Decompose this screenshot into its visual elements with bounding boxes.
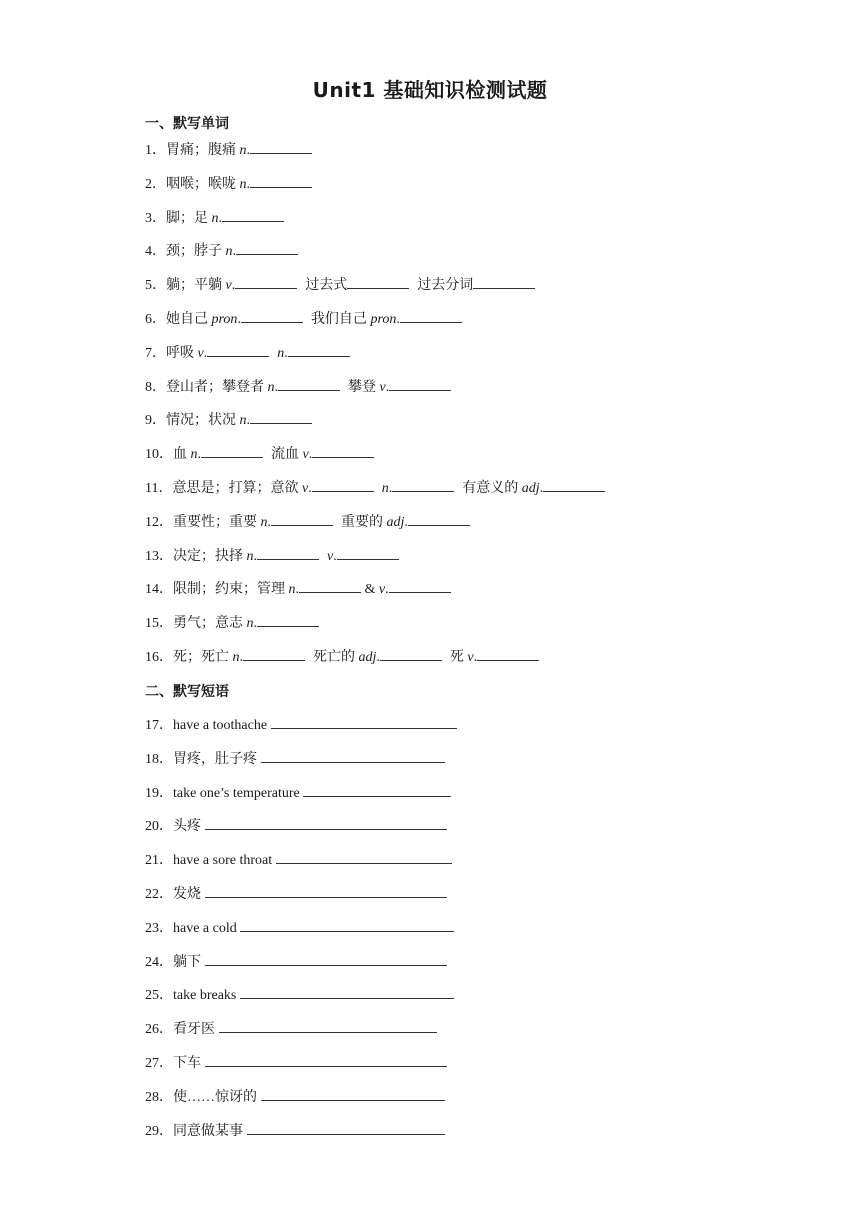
- part-of-speech: n: [190, 447, 198, 463]
- word-item: [145, 648, 539, 667]
- prompt-text: 攀登: [348, 379, 380, 395]
- phrase-text: have a sore throat: [173, 853, 276, 869]
- item-number: 4．: [145, 244, 166, 260]
- answer-blank[interactable]: [240, 919, 454, 932]
- prompt-text: .: [388, 481, 393, 496]
- item-number: 1．: [145, 143, 166, 158]
- answer-blank[interactable]: [271, 513, 333, 526]
- answer-blank[interactable]: [219, 1020, 437, 1033]
- part-of-speech: n: [288, 582, 296, 598]
- prompt-text: .: [333, 548, 337, 564]
- part-of-speech: v: [225, 278, 232, 294]
- prompt-text: 重要的: [341, 514, 387, 530]
- item-number: 5．: [145, 278, 166, 294]
- phrase-item: [145, 817, 447, 836]
- answer-blank[interactable]: [240, 986, 454, 999]
- phrase-item: [145, 716, 457, 735]
- prompt-text: 决定；抉择: [173, 548, 247, 564]
- phrase-text: 胃疼，肚子疼: [173, 751, 261, 767]
- answer-blank[interactable]: [207, 344, 269, 357]
- prompt-text: 情况；状况: [166, 413, 240, 429]
- answer-blank[interactable]: [389, 580, 451, 593]
- word-item: [145, 513, 470, 532]
- prompt-text: .: [253, 616, 257, 632]
- phrase-text: 发烧: [173, 887, 205, 902]
- prompt-text: 过去分词: [417, 278, 474, 294]
- answer-blank[interactable]: [201, 445, 263, 458]
- answer-blank[interactable]: [236, 242, 298, 255]
- part-of-speech: n: [260, 514, 268, 530]
- part-of-speech: n: [246, 616, 254, 632]
- item-number: 6．: [145, 312, 166, 327]
- item-number: 9．: [145, 413, 166, 429]
- prompt-text: .: [197, 447, 201, 463]
- prompt-text: .: [274, 379, 278, 395]
- item-number: 29．: [145, 1123, 173, 1139]
- item-number: 12．: [145, 514, 173, 530]
- item-number: 2．: [145, 176, 166, 192]
- word-item: [145, 547, 399, 566]
- word-item: [145, 276, 535, 295]
- answer-blank[interactable]: [243, 648, 305, 661]
- item-number: 23．: [145, 920, 173, 936]
- prompt-text: 死: [449, 650, 468, 665]
- answer-blank[interactable]: [241, 310, 303, 323]
- answer-blank[interactable]: [473, 276, 535, 289]
- answer-blank[interactable]: [205, 1054, 447, 1067]
- prompt-text: 有意义的: [462, 481, 522, 496]
- answer-blank[interactable]: [276, 851, 452, 864]
- phrase-text: 下车: [173, 1056, 205, 1071]
- part-of-speech: n: [239, 176, 247, 192]
- item-number: 11．: [145, 481, 173, 496]
- item-number: 28．: [145, 1089, 173, 1105]
- word-item: [145, 209, 284, 228]
- prompt-text: .: [473, 650, 478, 665]
- part-of-speech: n: [277, 345, 285, 361]
- phrase-item: [145, 1088, 445, 1107]
- part-of-speech: v: [467, 650, 474, 665]
- prompt-text: .: [232, 244, 236, 260]
- phrase-item: [145, 953, 447, 972]
- answer-blank[interactable]: [250, 175, 312, 188]
- item-number: 17．: [145, 718, 173, 733]
- part-of-speech: n: [239, 413, 247, 429]
- answer-blank[interactable]: [389, 378, 451, 391]
- prompt-text: .: [237, 312, 241, 327]
- phrase-text: have a toothache: [173, 718, 271, 733]
- prompt-text: .: [396, 312, 400, 327]
- answer-blank[interactable]: [408, 513, 470, 526]
- prompt-text: .: [203, 345, 208, 361]
- item-number: 27．: [145, 1056, 173, 1071]
- phrase-item: [145, 851, 452, 870]
- phrase-text: 使……惊讶的: [173, 1089, 261, 1105]
- prompt-text: .: [385, 379, 390, 395]
- answer-blank[interactable]: [257, 547, 319, 560]
- part-of-speech: n: [267, 379, 275, 395]
- item-number: 20．: [145, 819, 173, 835]
- part-of-speech: v: [301, 481, 309, 496]
- part-of-speech: adj: [386, 514, 405, 530]
- part-of-speech: n: [225, 244, 233, 260]
- prompt-text: 死；死亡: [173, 650, 233, 665]
- item-number: 10．: [145, 447, 173, 463]
- item-number: 7．: [145, 345, 166, 361]
- item-number: 8．: [145, 379, 166, 395]
- prompt-text: 勇气；意志: [173, 616, 247, 632]
- word-item: [145, 479, 605, 498]
- item-number: 15．: [145, 616, 173, 632]
- word-item: [145, 445, 374, 464]
- answer-blank[interactable]: [400, 310, 462, 323]
- prompt-text: .: [231, 278, 236, 294]
- phrase-item: [145, 750, 445, 769]
- answer-blank[interactable]: [299, 580, 361, 593]
- answer-blank[interactable]: [247, 1122, 445, 1135]
- word-item: [145, 378, 451, 397]
- item-number: 25．: [145, 988, 173, 1004]
- prompt-text: 死亡的: [313, 650, 359, 665]
- prompt-text: .: [376, 650, 380, 665]
- answer-blank[interactable]: [303, 784, 451, 797]
- item-number: 18．: [145, 751, 173, 767]
- phrase-text: 躺下: [173, 954, 205, 970]
- prompt-text: .: [218, 210, 222, 226]
- prompt-text: .: [253, 548, 257, 564]
- prompt-text: 颈；脖子: [166, 244, 226, 260]
- prompt-text: .: [246, 413, 250, 429]
- part-of-speech: adj: [358, 650, 377, 665]
- answer-blank[interactable]: [250, 141, 312, 154]
- word-item: [145, 411, 312, 430]
- section-heading-phrases: 二、默写短语: [145, 684, 229, 700]
- answer-blank[interactable]: [271, 716, 457, 729]
- answer-blank[interactable]: [337, 547, 399, 560]
- item-number: 13．: [145, 548, 173, 564]
- answer-blank[interactable]: [543, 479, 605, 492]
- phrase-item: [145, 784, 451, 803]
- phrase-item: [145, 919, 454, 938]
- item-number: 24．: [145, 954, 173, 970]
- prompt-text: &: [361, 582, 379, 598]
- page-title: Unit1 基础知识检测试题: [312, 78, 548, 102]
- answer-blank[interactable]: [477, 648, 539, 661]
- part-of-speech: v: [197, 345, 204, 361]
- prompt-text: .: [308, 481, 312, 496]
- part-of-speech: n: [246, 548, 254, 564]
- prompt-text: .: [539, 481, 544, 496]
- answer-blank[interactable]: [205, 817, 447, 830]
- answer-blank[interactable]: [250, 411, 312, 424]
- phrase-item: [145, 986, 454, 1005]
- part-of-speech: pron: [211, 312, 238, 327]
- word-item: [145, 344, 350, 363]
- word-item: [145, 614, 319, 633]
- prompt-text: .: [246, 176, 250, 192]
- answer-blank[interactable]: [347, 276, 409, 289]
- phrase-text: have a cold: [173, 920, 241, 936]
- item-number: 21．: [145, 853, 173, 869]
- answer-blank[interactable]: [312, 445, 374, 458]
- item-number: 26．: [145, 1022, 173, 1038]
- prompt-text: 流血: [271, 447, 303, 463]
- prompt-text: 她自己: [166, 312, 212, 327]
- answer-blank[interactable]: [257, 614, 319, 627]
- answer-blank[interactable]: [288, 344, 350, 357]
- part-of-speech: v: [327, 548, 334, 564]
- answer-blank[interactable]: [235, 276, 297, 289]
- prompt-text: 血: [173, 447, 191, 463]
- item-number: 22．: [145, 887, 173, 902]
- prompt-text: .: [239, 650, 243, 665]
- part-of-speech: n: [239, 143, 247, 158]
- word-item: [145, 175, 312, 194]
- phrase-item: [145, 1122, 445, 1141]
- phrase-text: take one’s temperature: [173, 785, 304, 801]
- phrase-text: 看牙医: [173, 1022, 219, 1038]
- item-number: 3．: [145, 210, 166, 226]
- prompt-text: 咽喉；喉咙: [166, 176, 240, 192]
- prompt-text: 限制；约束；管理: [173, 582, 289, 598]
- phrase-text: 头疼: [173, 819, 205, 835]
- section-heading-words: 一、默写单词: [145, 116, 229, 132]
- word-item: [145, 310, 462, 329]
- prompt-text: 胃痛；腹痛: [166, 143, 240, 158]
- item-number: 16．: [145, 650, 173, 665]
- item-number: 14．: [145, 582, 173, 598]
- prompt-text: .: [267, 514, 271, 530]
- part-of-speech: n: [381, 481, 389, 496]
- prompt-text: .: [385, 582, 389, 598]
- part-of-speech: v: [302, 447, 309, 463]
- prompt-text: 呼吸: [166, 345, 198, 361]
- part-of-speech: n: [232, 650, 240, 665]
- part-of-speech: pron: [370, 312, 397, 327]
- item-number: 19．: [145, 785, 173, 801]
- answer-blank[interactable]: [205, 885, 447, 898]
- answer-blank[interactable]: [380, 648, 442, 661]
- prompt-text: .: [308, 447, 313, 463]
- part-of-speech: adj: [521, 481, 540, 496]
- prompt-text: .: [246, 143, 250, 158]
- prompt-text: .: [284, 345, 288, 361]
- part-of-speech: v: [378, 582, 386, 598]
- prompt-text: 过去式: [305, 278, 348, 294]
- answer-blank[interactable]: [312, 479, 374, 492]
- phrase-item: [145, 1020, 437, 1039]
- prompt-text: .: [404, 514, 408, 530]
- prompt-text: 登山者；攀登者: [166, 379, 268, 395]
- prompt-text: 重要性；重要: [173, 514, 261, 530]
- answer-blank[interactable]: [278, 378, 340, 391]
- phrase-text: 同意做某事: [173, 1123, 247, 1139]
- phrase-item: [145, 885, 447, 904]
- prompt-text: .: [295, 582, 299, 598]
- answer-blank[interactable]: [205, 953, 447, 966]
- word-item: [145, 141, 312, 160]
- answer-blank[interactable]: [222, 209, 284, 222]
- part-of-speech: n: [211, 210, 219, 226]
- answer-blank[interactable]: [261, 1088, 445, 1101]
- prompt-text: 意思是；打算；意欲: [172, 481, 302, 496]
- answer-blank[interactable]: [261, 750, 445, 763]
- phrase-item: [145, 1054, 447, 1073]
- word-item: [145, 242, 298, 261]
- prompt-text: 躺；平躺: [166, 278, 226, 294]
- answer-blank[interactable]: [392, 479, 454, 492]
- prompt-text: 脚；足: [166, 210, 212, 226]
- word-item: [145, 580, 451, 599]
- phrase-text: take breaks: [173, 988, 240, 1004]
- part-of-speech: v: [379, 379, 386, 395]
- prompt-text: 我们自己: [310, 312, 371, 327]
